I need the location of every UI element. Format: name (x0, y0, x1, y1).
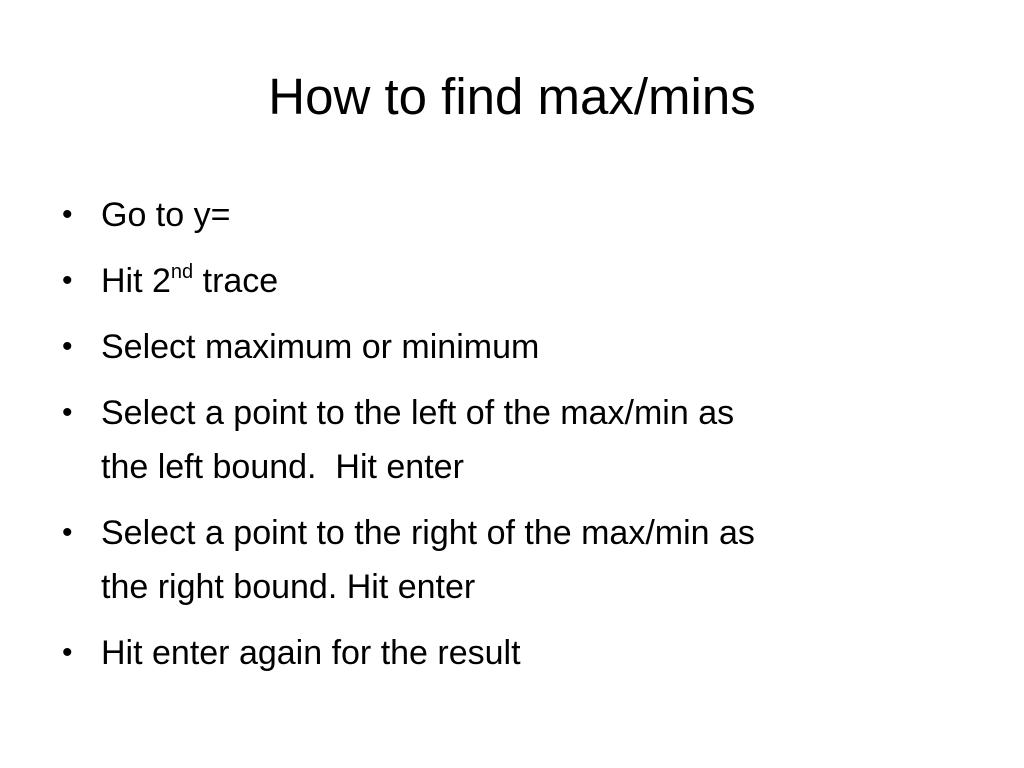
bullet-text-before: Hit 2 (101, 262, 171, 300)
bullet-line-2: the left bound. Hit enter (101, 448, 464, 486)
bullet-dot-icon: • (62, 396, 73, 429)
bullet-item (56, 506, 956, 614)
bullet-dot-icon: • (62, 264, 73, 297)
bullet-text: Hit enter again for the result (101, 634, 521, 672)
bullet-dot-icon: • (62, 330, 73, 363)
bullet-item (56, 386, 956, 494)
bullet-item (56, 188, 956, 242)
slide-title: How to find max/mins (268, 68, 756, 125)
bullet-list (56, 188, 956, 692)
bullet-superscript: nd (170, 260, 194, 283)
bullet-item (56, 320, 956, 374)
bullet-dot-icon: • (62, 516, 73, 549)
bullet-line-1: Select a point to the right of the max/min as (101, 514, 755, 552)
bullet-text-after: trace (193, 262, 279, 300)
bullet-item (56, 254, 956, 308)
bullet-dot-icon: • (62, 198, 73, 231)
bullet-text (101, 262, 278, 300)
bullet-item (56, 626, 956, 680)
bullet-text (101, 514, 755, 606)
bullet-line-2: the right bound. Hit enter (101, 568, 476, 606)
bullet-dot-icon: • (62, 636, 73, 669)
bullet-text: Select maximum or minimum (101, 328, 540, 366)
bullet-text: Go to y= (101, 196, 231, 234)
bullet-text (101, 394, 734, 486)
bullet-line-1: Select a point to the left of the max/min as (101, 394, 735, 432)
